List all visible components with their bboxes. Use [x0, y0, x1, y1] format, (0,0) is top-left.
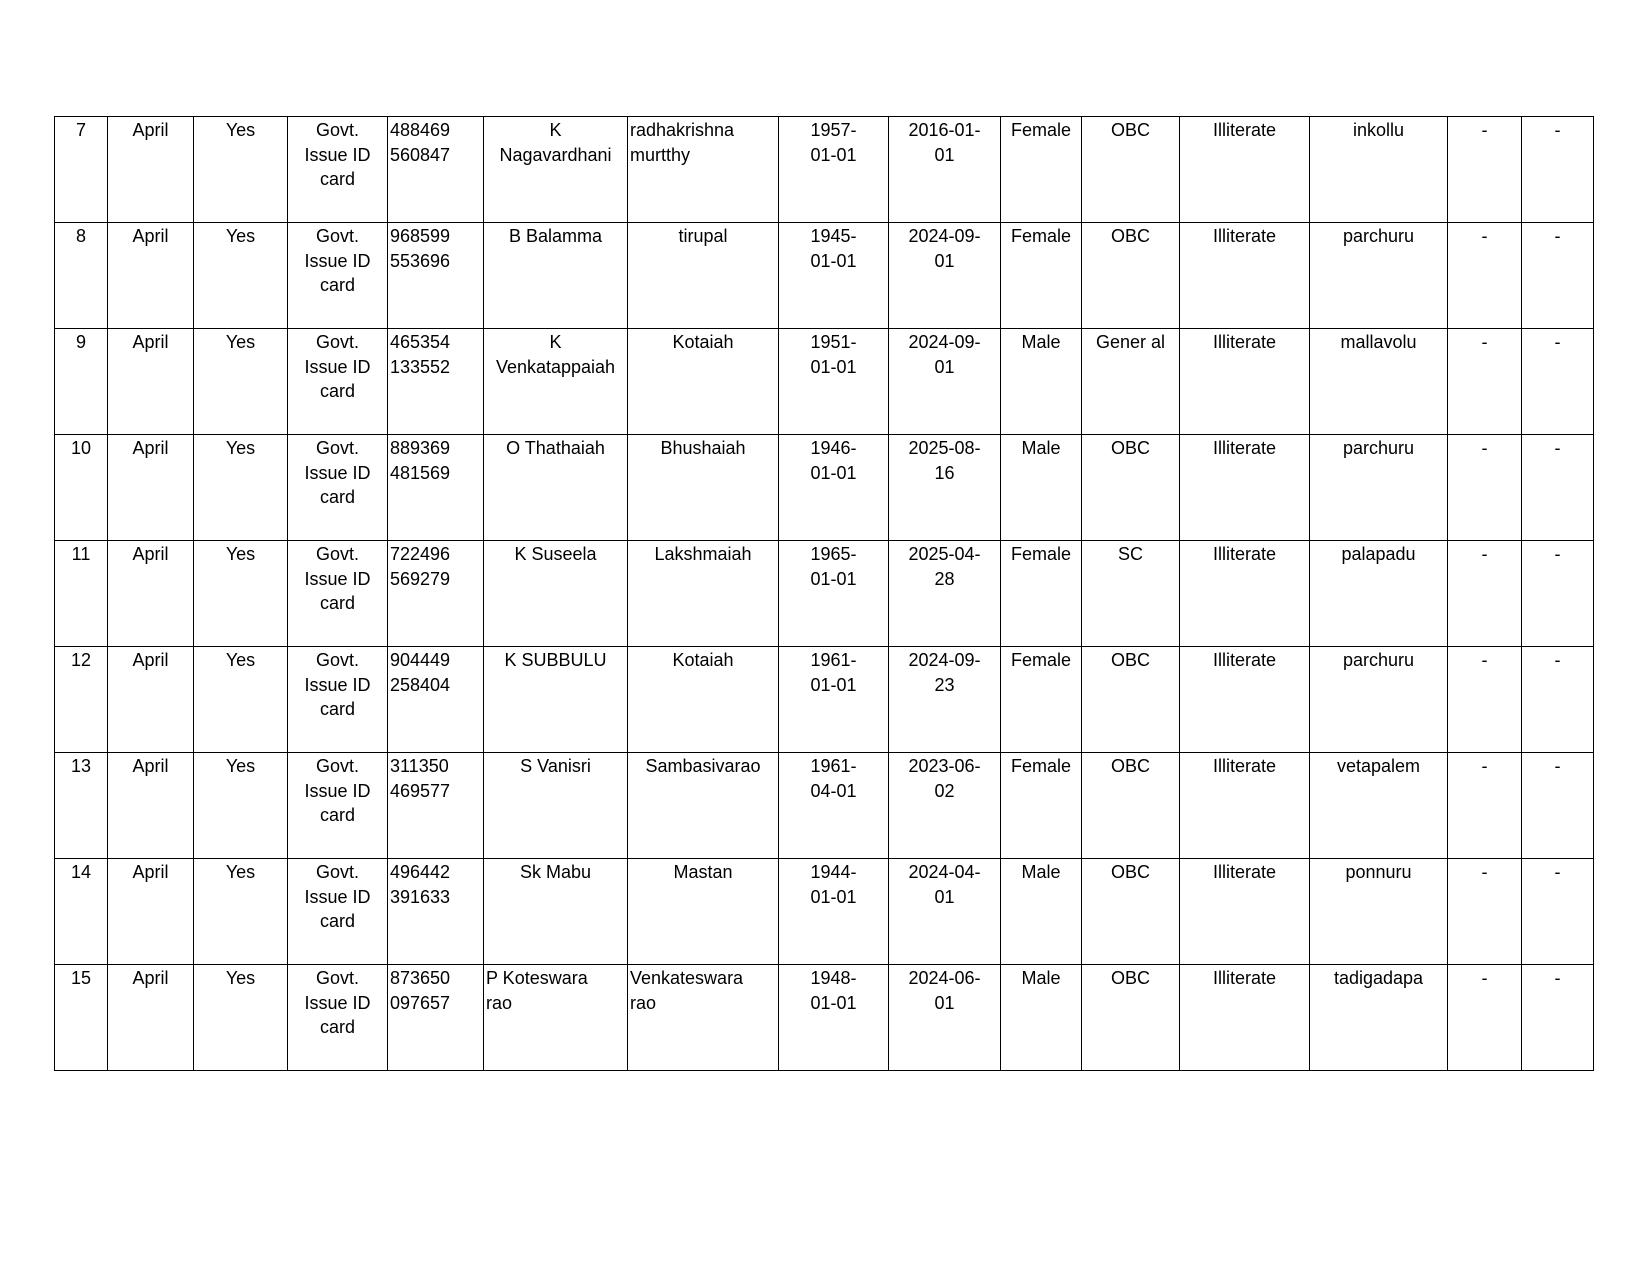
cell-line: Sambasivarao: [645, 756, 761, 776]
cell-line: Govt.: [315, 120, 359, 140]
blank-cell: -: [1522, 753, 1594, 859]
name-cell: [484, 965, 628, 1071]
cell-line: 2025-08-: [908, 438, 981, 458]
serial-number-cell: 9: [55, 329, 108, 435]
relation-name-cell: [628, 329, 779, 435]
id-type-cell: [288, 965, 388, 1071]
cell-line: Issue ID: [304, 674, 371, 695]
records-table: [54, 116, 1594, 1071]
flag-cell: Yes: [194, 541, 288, 647]
cell-line: Bhushaiah: [660, 438, 746, 458]
cell-line: 01: [934, 356, 955, 377]
month-cell: April: [108, 965, 194, 1071]
blank-cell: -: [1448, 223, 1522, 329]
cell-line: Kotaiah: [672, 332, 734, 352]
id-number-cell: [388, 859, 484, 965]
table-row: [55, 753, 1594, 859]
cell-line: P Koteswara: [486, 968, 588, 988]
cell-line: 2024-09-: [908, 332, 981, 352]
cell-line: 097657: [390, 992, 451, 1013]
cell-line: card: [319, 169, 355, 189]
literacy-cell: Illiterate: [1180, 435, 1310, 541]
cell-line: Venkateswara: [630, 968, 744, 988]
cell-line: card: [319, 699, 355, 719]
name-cell: [484, 541, 628, 647]
cell-line: 01-01: [810, 356, 857, 377]
gender-cell: Male: [1001, 435, 1082, 541]
literacy-cell: Illiterate: [1180, 541, 1310, 647]
place-cell: mallavolu: [1310, 329, 1448, 435]
date-cell: [889, 329, 1001, 435]
birth-date-cell: [779, 753, 889, 859]
place-cell: inkollu: [1310, 117, 1448, 223]
month-cell: April: [108, 435, 194, 541]
cell-line: Mastan: [673, 862, 733, 882]
name-cell: [484, 117, 628, 223]
cell-line: Issue ID: [304, 780, 371, 801]
cell-line: Issue ID: [304, 462, 371, 483]
flag-cell: Yes: [194, 753, 288, 859]
table-row: [55, 329, 1594, 435]
cell-line: 01-01: [810, 568, 857, 589]
place-cell: palapadu: [1310, 541, 1448, 647]
table-row: [55, 541, 1594, 647]
serial-number-cell: 8: [55, 223, 108, 329]
cell-line: 873650: [390, 968, 451, 988]
cell-line: 01: [934, 250, 955, 271]
cell-line: B Balamma: [508, 226, 603, 246]
category-cell: OBC: [1082, 117, 1180, 223]
cell-line: 28: [934, 568, 955, 589]
id-type-cell: [288, 541, 388, 647]
cell-line: Issue ID: [304, 250, 371, 271]
cell-line: 2016-01-: [908, 120, 981, 140]
date-cell: [889, 117, 1001, 223]
blank-cell: -: [1522, 117, 1594, 223]
cell-line: 01-01: [810, 144, 857, 165]
birth-date-cell: [779, 541, 889, 647]
cell-line: card: [319, 381, 355, 401]
category-cell: OBC: [1082, 965, 1180, 1071]
gender-cell: Female: [1001, 541, 1082, 647]
date-cell: [889, 859, 1001, 965]
id-type-cell: [288, 223, 388, 329]
birth-date-cell: [779, 647, 889, 753]
cell-line: 01: [934, 992, 955, 1013]
cell-line: 560847: [390, 144, 451, 165]
blank-cell: -: [1448, 647, 1522, 753]
blank-cell: -: [1448, 117, 1522, 223]
cell-line: 133552: [390, 356, 451, 377]
cell-line: K SUBBULU: [504, 650, 607, 670]
serial-number-cell: 13: [55, 753, 108, 859]
cell-line: 465354: [390, 332, 451, 352]
name-cell: [484, 435, 628, 541]
cell-line: radhakrishna: [630, 120, 735, 140]
date-cell: [889, 435, 1001, 541]
blank-cell: -: [1448, 965, 1522, 1071]
flag-cell: Yes: [194, 647, 288, 753]
cell-line: rao: [486, 992, 513, 1013]
relation-name-cell: [628, 541, 779, 647]
place-cell: parchuru: [1310, 647, 1448, 753]
blank-cell: -: [1522, 859, 1594, 965]
cell-line: 391633: [390, 886, 451, 907]
cell-line: 311350: [390, 756, 449, 776]
cell-line: card: [319, 593, 355, 613]
cell-line: 258404: [390, 674, 451, 695]
id-number-cell: [388, 647, 484, 753]
cell-line: Kotaiah: [672, 650, 734, 670]
table-row: [55, 647, 1594, 753]
place-cell: parchuru: [1310, 435, 1448, 541]
cell-line: 1944-: [810, 862, 857, 882]
cell-line: Govt.: [315, 544, 359, 564]
date-cell: [889, 753, 1001, 859]
cell-line: Govt.: [315, 226, 359, 246]
id-number-cell: [388, 753, 484, 859]
cell-line: Issue ID: [304, 144, 371, 165]
cell-line: 1957-: [810, 120, 857, 140]
id-number-cell: [388, 965, 484, 1071]
id-type-cell: [288, 329, 388, 435]
month-cell: April: [108, 753, 194, 859]
flag-cell: Yes: [194, 859, 288, 965]
flag-cell: Yes: [194, 435, 288, 541]
cell-line: 01-01: [810, 674, 857, 695]
cell-line: 1946-: [810, 438, 857, 458]
cell-line: card: [319, 275, 355, 295]
cell-line: 01-01: [810, 250, 857, 271]
cell-line: Issue ID: [304, 568, 371, 589]
id-type-cell: [288, 117, 388, 223]
literacy-cell: Illiterate: [1180, 965, 1310, 1071]
birth-date-cell: [779, 965, 889, 1071]
literacy-cell: Illiterate: [1180, 859, 1310, 965]
relation-name-cell: [628, 117, 779, 223]
cell-line: Issue ID: [304, 356, 371, 377]
birth-date-cell: [779, 329, 889, 435]
id-number-cell: [388, 329, 484, 435]
cell-line: 01: [934, 886, 955, 907]
cell-line: 889369: [390, 438, 451, 458]
blank-cell: -: [1522, 541, 1594, 647]
cell-line: 1945-: [810, 226, 857, 246]
cell-line: S Vanisri: [520, 756, 591, 776]
cell-line: 1961-: [810, 756, 857, 776]
relation-name-cell: [628, 965, 779, 1071]
category-cell: OBC: [1082, 647, 1180, 753]
cell-line: Issue ID: [304, 992, 371, 1013]
cell-line: Issue ID: [304, 886, 371, 907]
blank-cell: -: [1448, 859, 1522, 965]
cell-line: Govt.: [315, 756, 359, 776]
id-number-cell: [388, 435, 484, 541]
name-cell: [484, 223, 628, 329]
relation-name-cell: [628, 223, 779, 329]
gender-cell: Female: [1001, 223, 1082, 329]
cell-line: Sk Mabu: [519, 862, 592, 882]
id-number-cell: [388, 117, 484, 223]
cell-line: Govt.: [315, 438, 359, 458]
cell-line: 968599: [390, 226, 451, 246]
month-cell: April: [108, 117, 194, 223]
cell-line: 722496: [390, 544, 451, 564]
blank-cell: -: [1522, 223, 1594, 329]
relation-name-cell: [628, 859, 779, 965]
id-type-cell: [288, 647, 388, 753]
place-cell: vetapalem: [1310, 753, 1448, 859]
blank-cell: -: [1448, 435, 1522, 541]
cell-line: 23: [934, 674, 955, 695]
cell-line: 488469: [390, 120, 451, 140]
literacy-cell: Illiterate: [1180, 117, 1310, 223]
date-cell: [889, 965, 1001, 1071]
cell-line: 2023-06-: [908, 756, 981, 776]
cell-line: 553696: [390, 250, 451, 271]
cell-line: 1951-: [810, 332, 857, 352]
cell-line: 1965-: [810, 544, 857, 564]
name-cell: [484, 859, 628, 965]
table-row: [55, 117, 1594, 223]
cell-line: 496442: [390, 862, 451, 882]
birth-date-cell: [779, 223, 889, 329]
category-cell: OBC: [1082, 753, 1180, 859]
cell-line: card: [319, 1017, 355, 1037]
blank-cell: -: [1448, 541, 1522, 647]
name-cell: [484, 329, 628, 435]
literacy-cell: Illiterate: [1180, 753, 1310, 859]
gender-cell: Female: [1001, 753, 1082, 859]
cell-line: 01-01: [810, 886, 857, 907]
id-type-cell: [288, 435, 388, 541]
cell-line: card: [319, 487, 355, 507]
gender-cell: Male: [1001, 965, 1082, 1071]
gender-cell: Male: [1001, 859, 1082, 965]
cell-line: K Suseela: [514, 544, 597, 564]
serial-number-cell: 10: [55, 435, 108, 541]
gender-cell: Female: [1001, 117, 1082, 223]
blank-cell: -: [1522, 329, 1594, 435]
cell-line: Nagavardhani: [499, 144, 612, 165]
cell-line: 01: [934, 144, 955, 165]
relation-name-cell: [628, 435, 779, 541]
flag-cell: Yes: [194, 329, 288, 435]
cell-line: 569279: [390, 568, 451, 589]
table-row: [55, 435, 1594, 541]
blank-cell: -: [1522, 647, 1594, 753]
name-cell: [484, 647, 628, 753]
cell-line: 1961-: [810, 650, 857, 670]
cell-line: murtthy: [630, 144, 691, 165]
cell-line: tirupal: [678, 226, 728, 246]
cell-line: 2025-04-: [908, 544, 981, 564]
place-cell: parchuru: [1310, 223, 1448, 329]
serial-number-cell: 12: [55, 647, 108, 753]
month-cell: April: [108, 329, 194, 435]
cell-line: card: [319, 911, 355, 931]
serial-number-cell: 14: [55, 859, 108, 965]
cell-line: Govt.: [315, 332, 359, 352]
cell-line: Lakshmaiah: [654, 544, 752, 564]
table-body: [55, 117, 1594, 1071]
cell-line: Govt.: [315, 968, 359, 988]
cell-line: 2024-09-: [908, 650, 981, 670]
cell-line: 2024-06-: [908, 968, 981, 988]
category-cell: OBC: [1082, 859, 1180, 965]
flag-cell: Yes: [194, 117, 288, 223]
month-cell: April: [108, 541, 194, 647]
id-number-cell: [388, 223, 484, 329]
cell-line: 2024-04-: [908, 862, 981, 882]
cell-line: 01-01: [810, 992, 857, 1013]
month-cell: April: [108, 647, 194, 753]
literacy-cell: Illiterate: [1180, 647, 1310, 753]
blank-cell: -: [1522, 435, 1594, 541]
cell-line: K: [549, 120, 562, 140]
blank-cell: -: [1522, 965, 1594, 1071]
table-row: [55, 223, 1594, 329]
serial-number-cell: 15: [55, 965, 108, 1071]
category-cell: OBC: [1082, 223, 1180, 329]
month-cell: April: [108, 223, 194, 329]
place-cell: tadigadapa: [1310, 965, 1448, 1071]
category-cell: Gener al: [1082, 329, 1180, 435]
id-type-cell: [288, 859, 388, 965]
cell-line: Govt.: [315, 862, 359, 882]
blank-cell: -: [1448, 753, 1522, 859]
category-cell: SC: [1082, 541, 1180, 647]
serial-number-cell: 7: [55, 117, 108, 223]
birth-date-cell: [779, 435, 889, 541]
literacy-cell: Illiterate: [1180, 223, 1310, 329]
flag-cell: Yes: [194, 965, 288, 1071]
name-cell: [484, 753, 628, 859]
cell-line: rao: [630, 992, 657, 1013]
birth-date-cell: [779, 859, 889, 965]
relation-name-cell: [628, 753, 779, 859]
cell-line: Govt.: [315, 650, 359, 670]
date-cell: [889, 223, 1001, 329]
place-cell: ponnuru: [1310, 859, 1448, 965]
date-cell: [889, 647, 1001, 753]
literacy-cell: Illiterate: [1180, 329, 1310, 435]
date-cell: [889, 541, 1001, 647]
cell-line: O Thathaiah: [506, 438, 605, 458]
cell-line: 904449: [390, 650, 451, 670]
cell-line: 16: [934, 462, 955, 483]
cell-line: card: [319, 805, 355, 825]
gender-cell: Female: [1001, 647, 1082, 753]
birth-date-cell: [779, 117, 889, 223]
relation-name-cell: [628, 647, 779, 753]
cell-line: 01-01: [810, 462, 857, 483]
serial-number-cell: 11: [55, 541, 108, 647]
id-type-cell: [288, 753, 388, 859]
table-row: [55, 859, 1594, 965]
id-number-cell: [388, 541, 484, 647]
cell-line: Venkatappaiah: [495, 356, 616, 377]
month-cell: April: [108, 859, 194, 965]
flag-cell: Yes: [194, 223, 288, 329]
category-cell: OBC: [1082, 435, 1180, 541]
cell-line: 481569: [390, 462, 451, 483]
cell-line: 2024-09-: [908, 226, 981, 246]
cell-line: 1948-: [810, 968, 857, 988]
cell-line: 02: [934, 780, 955, 801]
gender-cell: Male: [1001, 329, 1082, 435]
cell-line: 04-01: [810, 780, 857, 801]
cell-line: 469577: [390, 780, 451, 801]
cell-line: K: [549, 332, 562, 352]
table-row: [55, 965, 1594, 1071]
blank-cell: -: [1448, 329, 1522, 435]
